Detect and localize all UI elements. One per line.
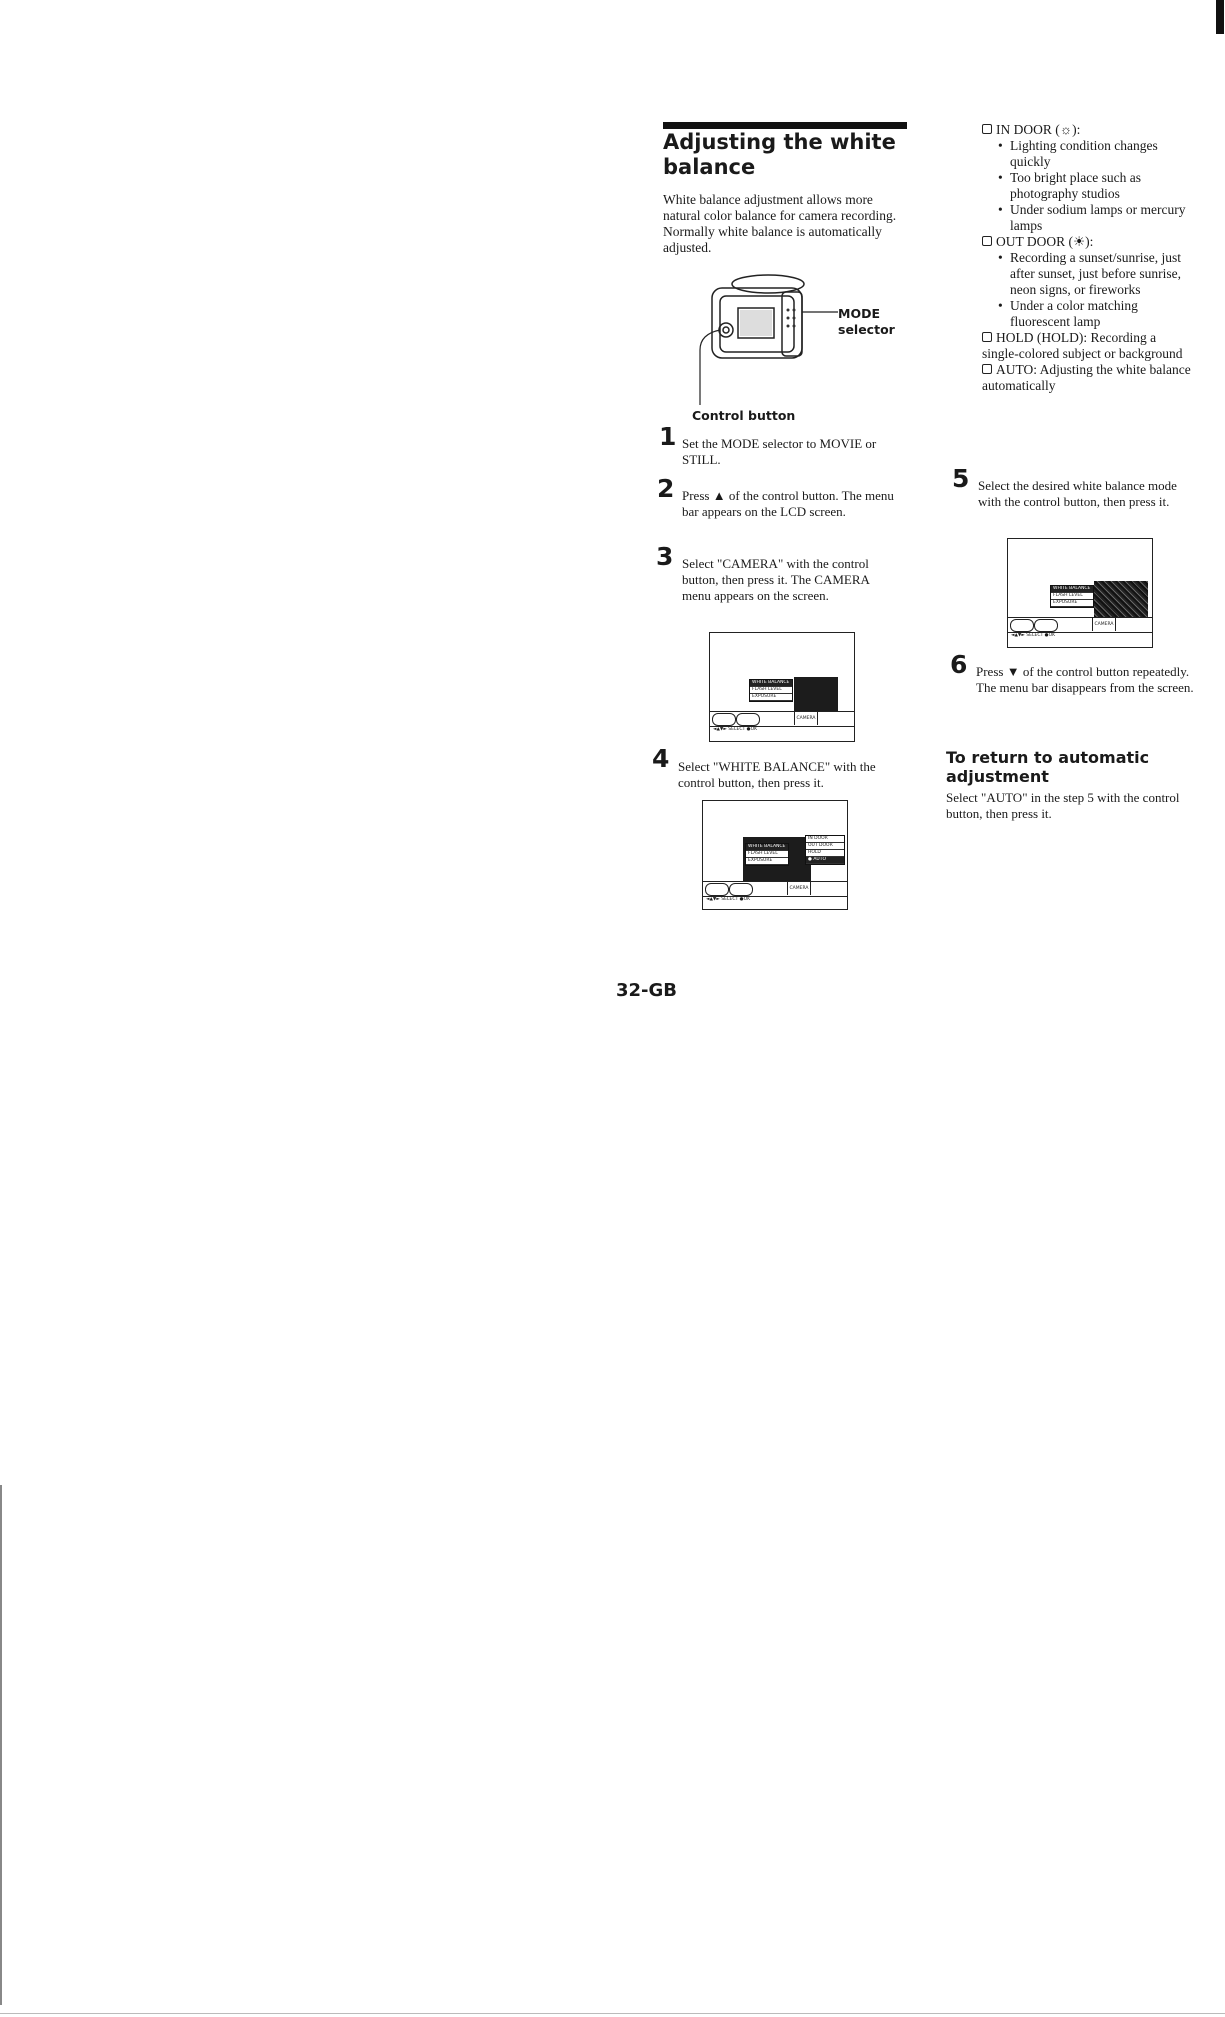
menu-item: EXPOSURE (750, 694, 792, 701)
lcd-screen-white-balance-menu (702, 800, 848, 910)
lcd-screen-option-select (1007, 538, 1153, 648)
white-balance-options (805, 835, 845, 865)
menu-tab (1010, 619, 1034, 632)
title-rule (663, 122, 907, 129)
step-text: Press ▼ of the control button repeatedly. The menu bar disappears from the screen. (976, 664, 1194, 695)
option-outdoor: OUT DOOR (☀): (982, 234, 1192, 250)
camera-menu (749, 679, 793, 702)
menu-tab (736, 713, 760, 726)
option-indoor: IN DOOR (☼): (982, 122, 1192, 138)
intro-paragraph: White balance adjustment allows more natural color balance for camera recording. Normally white balance is automatically adjusted. (663, 192, 897, 255)
mode-selector-label: MODE selector (838, 306, 895, 337)
step-number: 2 (657, 474, 675, 503)
menu-tab-bar (710, 711, 854, 727)
screen-footer: ◄▲▼► SELECT ●OK (706, 897, 751, 902)
menu-tab (705, 883, 729, 896)
menu-item: WHITE BALANCE (750, 680, 792, 687)
camera-tab: CAMERA (1092, 618, 1116, 631)
camera-tab: CAMERA (794, 712, 818, 725)
bullet-item: • Recording a sunset/sunrise, just after sunset, just before sunrise, neon signs, or fireworks (998, 250, 1192, 298)
step-number: 5 (952, 464, 970, 493)
return-heading: To return to automatic adjustment (946, 748, 1150, 786)
checkbox-icon (982, 364, 992, 374)
menu-item: WHITE BALANCE (746, 844, 788, 851)
wb-option: IN DOOR (806, 836, 844, 843)
menu-highlight (794, 677, 838, 711)
screen-footer: ◄▲▼► SELECT ●OK (1011, 633, 1056, 638)
option-hold: HOLD (HOLD): Recording a single-colored subject or background (982, 330, 1183, 361)
lcd-screen-camera-menu (709, 632, 855, 742)
bullet-item: • Under a color matching fluorescent lamp (998, 298, 1192, 330)
bullet-item: • Under sodium lamps or mercury lamps (998, 202, 1192, 234)
menu-item: FLASH LEVEL (750, 687, 792, 694)
step-text: Select "WHITE BALANCE" with the control button, then press it. (678, 759, 876, 790)
menu-item: EXPOSURE (746, 858, 788, 865)
wb-option: ● AUTO (806, 857, 844, 864)
step-text: Select the desired white balance mode with the control button, then press it. (978, 478, 1177, 509)
menu-tab (712, 713, 736, 726)
edge-mark (1216, 0, 1224, 34)
checkbox-icon (982, 236, 992, 246)
camera-menu (745, 843, 789, 866)
camera-tab: CAMERA (787, 882, 811, 895)
step-text: Press ▲ of the control button. The menu bar appears on the LCD screen. (682, 488, 894, 519)
camera-menu (1050, 585, 1094, 608)
option-auto: AUTO: Adjusting the white balance automatically (982, 362, 1191, 393)
step-number: 6 (950, 650, 968, 679)
step-number: 3 (656, 542, 674, 571)
wb-option: HOLD (806, 850, 844, 857)
menu-tab (1034, 619, 1058, 632)
step-number: 4 (652, 744, 670, 773)
step-number: 1 (659, 422, 677, 451)
menu-item: WHITE BALANCE (1051, 586, 1093, 593)
white-balance-options-list (982, 122, 1192, 394)
menu-tab-bar (1008, 617, 1152, 633)
menu-item: FLASH LEVEL (1051, 593, 1093, 600)
bullet-item: • Too bright place such as photography studios (998, 170, 1192, 202)
menu-item: FLASH LEVEL (746, 851, 788, 858)
camera-diagram-icon (690, 270, 900, 410)
menu-tab-bar (703, 881, 847, 897)
menu-item: EXPOSURE (1051, 600, 1093, 607)
scan-edge (0, 1485, 2, 2005)
step-text: Set the MODE selector to MOVIE or STILL. (682, 436, 877, 467)
page-number: 32-GB (616, 980, 678, 1001)
wb-option: OUT DOOR (806, 843, 844, 850)
menu-tab (729, 883, 753, 896)
return-text: Select "AUTO" in the step 5 with the control button, then press it. (946, 790, 1180, 821)
scan-edge (0, 2013, 1225, 2014)
bullet-item: • Lighting condition changes quickly (998, 138, 1192, 170)
control-button-label: Control button (692, 408, 796, 423)
preview-noise (1094, 581, 1148, 617)
checkbox-icon (982, 332, 992, 342)
screen-footer: ◄▲▼► SELECT ●OK (713, 727, 758, 732)
checkbox-icon (982, 124, 992, 134)
step-text: Select "CAMERA" with the control button, then press it. The CAMERA menu appears on the screen. (682, 556, 870, 603)
page-title: Adjusting the white balance (663, 130, 896, 179)
